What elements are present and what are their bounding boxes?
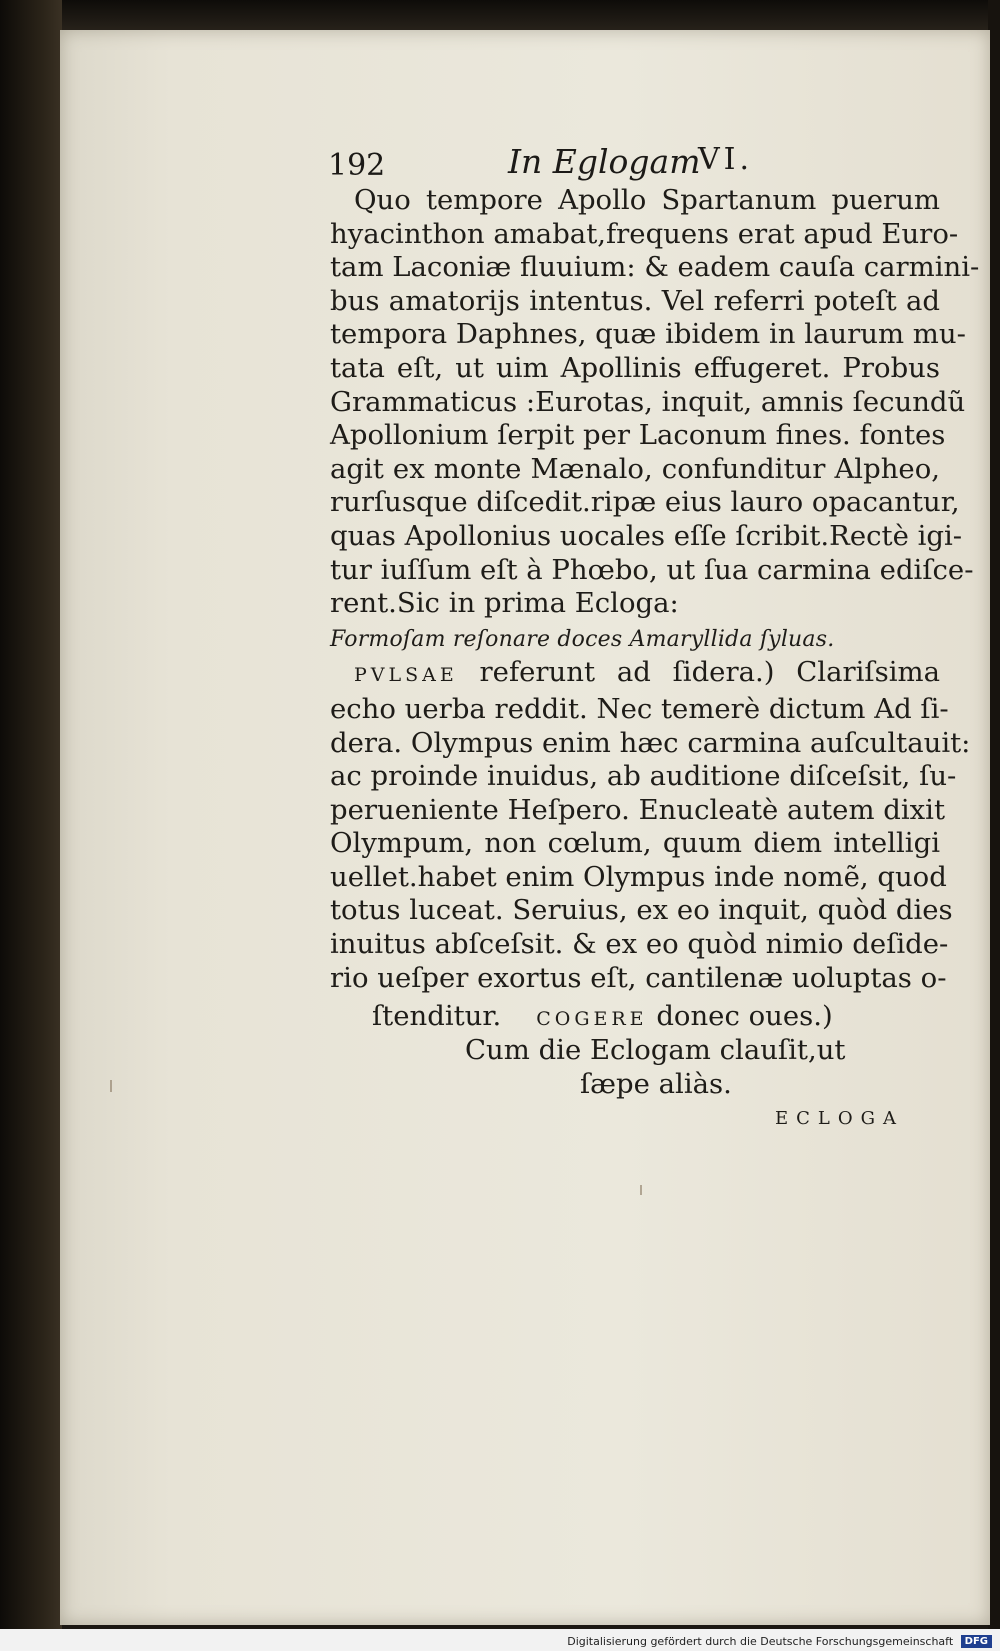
- text-line: rurſusque diſcedit.ripæ eius lauro opacantur,: [330, 486, 960, 519]
- eclogue-number: VI.: [698, 142, 754, 177]
- text-line: Apollonium ſerpit per Laconum fines. fontes: [330, 419, 946, 452]
- running-title: In Eglogam: [508, 142, 701, 181]
- closing-line: Cum die Eclogam clauſit,ut: [465, 1034, 846, 1066]
- text-line: rent.Sic in prima Ecloga:: [330, 587, 679, 620]
- text-line: totus luceat. Seruius, ex eo inquit, quòd dies: [330, 894, 953, 927]
- closing-line: ſæpe aliàs.: [580, 1068, 732, 1100]
- text-line: tata eſt, ut uim Apollinis effugeret. Probus: [330, 351, 940, 384]
- text-line: rio ueſper exortus eſt, cantilenæ uoluptas o-: [330, 961, 947, 994]
- text-line: quas Apollonius uocales eſſe ſcribit.Rectè igi-: [330, 519, 963, 552]
- lemma-line-2: [372, 1000, 833, 1032]
- text-line: ſtenditur.: [372, 1000, 502, 1032]
- text-line: inuitus abſceſsit. & ex eo quòd nimio deſide-: [330, 928, 949, 961]
- text-line: Quo tempore Apollo Spartanum puerum: [354, 184, 940, 216]
- catchword: ECLOGA: [775, 1108, 904, 1129]
- text-line: Olympum, non cœlum, quum diem intelligi: [330, 827, 940, 860]
- lemma-text: referunt ad ſidera.) Clariſsima: [479, 656, 940, 689]
- page-number: 192: [328, 148, 386, 183]
- commentary-text: [330, 184, 980, 995]
- text-line: agit ex monte Mænalo, confunditur Alpheo,: [330, 452, 940, 485]
- binding-edge: [0, 0, 62, 1651]
- dfg-logo: DFG: [961, 1635, 992, 1648]
- text-line: bus amatorijs intentus. Vel referri poteſt ad: [330, 284, 940, 317]
- text-line: hyacinthon amabat,frequens erat apud Euro-: [330, 217, 959, 250]
- credit-text: Digitalisierung gefördert durch die Deutsche Forschungsgemeinschaft: [567, 1634, 954, 1648]
- text-line: uellet.habet enim Olympus inde nomẽ, quod: [330, 860, 947, 893]
- lemma-word: COGERE: [536, 1008, 648, 1030]
- text-line: tempora Daphnes, quæ ibidem in laurum mu-: [330, 318, 966, 351]
- top-edge: [0, 0, 1000, 34]
- verse-quotation: Formoſam reſonare doces Amaryllida ſyluas.: [330, 626, 835, 652]
- text-line: tam Laconiæ fluuium: & eadem cauſa carmini-: [330, 251, 980, 284]
- lemma-word: PVLSAE: [354, 664, 458, 687]
- footer-bar: [0, 1629, 1000, 1651]
- text-line: Grammaticus :Eurotas, inquit, amnis ſecundũ: [330, 385, 966, 418]
- lemma-line: [330, 656, 940, 693]
- text-line: dera. Olympus enim hæc carmina auſcultauit:: [330, 726, 971, 759]
- text-line: tur iuſſum eſt à Phœbo, ut ſua carmina ediſce-: [330, 553, 974, 586]
- paper-mark: [110, 1080, 112, 1092]
- text-line: echo uerba reddit. Nec temerè dictum Ad ſi-: [330, 692, 949, 725]
- footer-credit: [567, 1635, 992, 1649]
- text-line: perueniente Heſpero. Enucleatè autem dixit: [330, 793, 946, 826]
- paper-mark: [640, 1185, 642, 1195]
- text-line: ac proinde inuidus, ab auditione diſceſsit, ſu-: [330, 760, 957, 793]
- lemma-text: donec oues.): [656, 1000, 833, 1032]
